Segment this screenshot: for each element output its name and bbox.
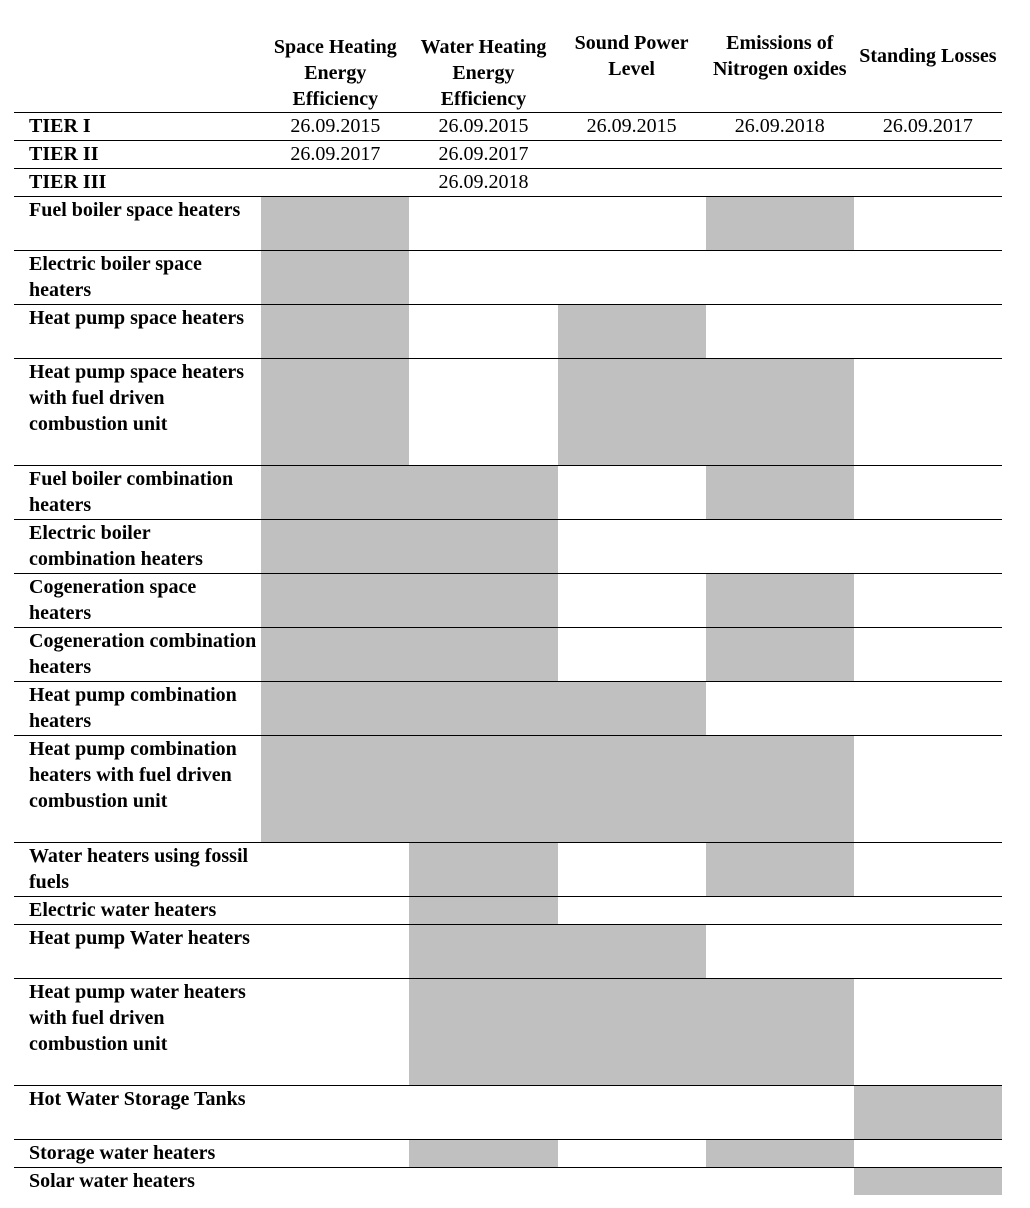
applicable-cell xyxy=(409,896,557,924)
product-row xyxy=(14,842,1002,896)
empty-cell xyxy=(558,1085,706,1139)
tier-date: 26.09.2015 xyxy=(261,112,409,140)
empty-cell xyxy=(558,842,706,896)
corner-cell xyxy=(14,0,261,112)
empty-cell xyxy=(558,250,706,304)
tier-date: 26.09.2017 xyxy=(854,112,1002,140)
product-label: Heat pump water heaters with fuel driven combustion unit xyxy=(14,978,261,1085)
product-label: Heat pump combination heaters with fuel driven combustion unit xyxy=(14,735,261,842)
product-row xyxy=(14,924,1002,978)
product-row xyxy=(14,735,1002,842)
empty-cell xyxy=(261,896,409,924)
empty-cell xyxy=(409,1167,557,1195)
empty-cell xyxy=(706,681,854,735)
product-rows xyxy=(14,196,1002,1195)
applicable-cell xyxy=(706,735,854,842)
empty-cell xyxy=(706,519,854,573)
applicable-cell xyxy=(409,924,557,978)
applicable-cell xyxy=(706,627,854,681)
applicable-cell xyxy=(706,358,854,465)
empty-cell xyxy=(854,573,1002,627)
applicable-cell xyxy=(261,681,409,735)
empty-cell xyxy=(854,304,1002,358)
empty-cell xyxy=(854,681,1002,735)
ecodesign-requirements-table xyxy=(14,0,1002,1195)
applicable-cell xyxy=(558,304,706,358)
empty-cell xyxy=(854,978,1002,1085)
applicable-cell xyxy=(409,627,557,681)
applicable-cell xyxy=(706,196,854,250)
applicable-cell xyxy=(409,681,557,735)
empty-cell xyxy=(706,1085,854,1139)
empty-cell xyxy=(854,735,1002,842)
tier-date: 26.09.2018 xyxy=(706,112,854,140)
product-label: Heat pump combination heaters xyxy=(14,681,261,735)
product-row xyxy=(14,573,1002,627)
empty-cell xyxy=(558,896,706,924)
product-label: Electric boiler combination heaters xyxy=(14,519,261,573)
empty-cell xyxy=(558,1139,706,1167)
tier-date xyxy=(558,168,706,196)
tier-date xyxy=(706,168,854,196)
applicable-cell xyxy=(261,250,409,304)
product-label: Electric water heaters xyxy=(14,896,261,924)
product-label: Storage water heaters xyxy=(14,1139,261,1167)
applicable-cell xyxy=(261,573,409,627)
empty-cell xyxy=(854,924,1002,978)
empty-cell xyxy=(706,304,854,358)
empty-cell xyxy=(854,627,1002,681)
product-row xyxy=(14,1139,1002,1167)
product-row xyxy=(14,358,1002,465)
empty-cell xyxy=(706,1167,854,1195)
tier-date xyxy=(261,168,409,196)
empty-cell xyxy=(261,1139,409,1167)
applicable-cell xyxy=(261,627,409,681)
empty-cell xyxy=(854,842,1002,896)
applicable-cell xyxy=(261,358,409,465)
empty-cell xyxy=(558,1167,706,1195)
product-row xyxy=(14,304,1002,358)
column-header-nox-emissions: Emissions of Nitrogen oxides xyxy=(706,0,854,112)
empty-cell xyxy=(409,196,557,250)
product-row xyxy=(14,1085,1002,1139)
applicable-cell xyxy=(706,573,854,627)
tier-row xyxy=(14,112,1002,140)
tier-date: 26.09.2018 xyxy=(409,168,557,196)
empty-cell xyxy=(706,896,854,924)
product-label: Solar water heaters xyxy=(29,1169,195,1192)
empty-cell xyxy=(706,250,854,304)
applicable-cell xyxy=(409,573,557,627)
applicable-cell xyxy=(261,519,409,573)
applicable-cell xyxy=(409,735,557,842)
tier-date: 26.09.2015 xyxy=(558,112,706,140)
product-label: Cogeneration space heaters xyxy=(14,573,261,627)
product-label: Electric boiler space heaters xyxy=(14,250,261,304)
product-row xyxy=(14,519,1002,573)
empty-cell xyxy=(261,924,409,978)
applicable-cell xyxy=(558,924,706,978)
tier-row xyxy=(14,168,1002,196)
empty-cell xyxy=(558,573,706,627)
product-label: Fuel boiler space heaters xyxy=(14,196,261,250)
applicable-cell xyxy=(558,681,706,735)
tier-label: TIER III xyxy=(14,168,261,196)
applicable-cell xyxy=(558,978,706,1085)
product-label: Fuel boiler combination heaters xyxy=(14,465,261,519)
product-label: Cogeneration combination heaters xyxy=(14,627,261,681)
empty-cell xyxy=(558,465,706,519)
empty-cell xyxy=(854,896,1002,924)
empty-cell xyxy=(854,358,1002,465)
applicable-cell xyxy=(261,196,409,250)
column-header-sound-power: Sound Power Level xyxy=(558,0,706,112)
empty-cell xyxy=(261,1167,409,1195)
product-label: Hot Water Storage Tanks xyxy=(14,1085,261,1139)
applicable-cell xyxy=(706,1139,854,1167)
empty-cell xyxy=(854,1139,1002,1167)
empty-cell xyxy=(706,924,854,978)
empty-cell xyxy=(409,250,557,304)
tier-label: TIER II xyxy=(14,140,261,168)
empty-cell xyxy=(558,627,706,681)
tier-date: 26.09.2015 xyxy=(409,112,557,140)
ecodesign-table-container xyxy=(14,0,1002,1195)
product-label: Heat pump Water heaters xyxy=(14,924,261,978)
product-label: Heat pump space heaters xyxy=(14,304,261,358)
applicable-cell xyxy=(409,842,557,896)
empty-cell xyxy=(409,358,557,465)
product-row xyxy=(14,681,1002,735)
product-row xyxy=(14,627,1002,681)
product-label: Heat pump space heaters with fuel driven combustion unit xyxy=(14,358,261,465)
applicable-cell xyxy=(409,465,557,519)
header-row xyxy=(14,0,1002,112)
product-row xyxy=(14,250,1002,304)
applicable-cell xyxy=(854,1085,1002,1139)
empty-cell xyxy=(261,978,409,1085)
empty-cell xyxy=(558,196,706,250)
product-label: Water heaters using fossil fuels xyxy=(14,842,261,896)
empty-cell xyxy=(261,842,409,896)
product-row xyxy=(14,978,1002,1085)
product-row xyxy=(14,196,1002,250)
product-row xyxy=(14,896,1002,924)
tier-date xyxy=(558,140,706,168)
applicable-cell xyxy=(409,978,557,1085)
applicable-cell xyxy=(261,735,409,842)
column-header-standing-losses: Standing Losses xyxy=(854,0,1002,112)
tier-date xyxy=(854,140,1002,168)
product-row xyxy=(14,465,1002,519)
empty-cell xyxy=(409,304,557,358)
applicable-cell xyxy=(409,1139,557,1167)
empty-cell xyxy=(854,196,1002,250)
tier-date: 26.09.2017 xyxy=(261,140,409,168)
applicable-cell xyxy=(558,735,706,842)
applicable-cell xyxy=(706,842,854,896)
product-row xyxy=(14,1167,1002,1195)
tier-row xyxy=(14,140,1002,168)
empty-cell xyxy=(854,519,1002,573)
applicable-cell xyxy=(409,519,557,573)
applicable-cell xyxy=(706,978,854,1085)
empty-cell xyxy=(261,1085,409,1139)
empty-cell xyxy=(558,519,706,573)
applicable-cell xyxy=(261,465,409,519)
applicable-cell xyxy=(854,1167,1002,1195)
tier-date: 26.09.2017 xyxy=(409,140,557,168)
applicable-cell xyxy=(706,465,854,519)
empty-cell xyxy=(409,1085,557,1139)
applicable-cell xyxy=(558,358,706,465)
column-header-space-heating: Space Heating Energy Efficiency xyxy=(261,0,409,112)
empty-cell xyxy=(854,465,1002,519)
applicable-cell xyxy=(261,304,409,358)
tier-date xyxy=(706,140,854,168)
empty-cell xyxy=(854,250,1002,304)
column-header-water-heating: Water Heating Energy Efficiency xyxy=(409,0,557,112)
tier-date xyxy=(854,168,1002,196)
tier-label: TIER I xyxy=(14,112,261,140)
